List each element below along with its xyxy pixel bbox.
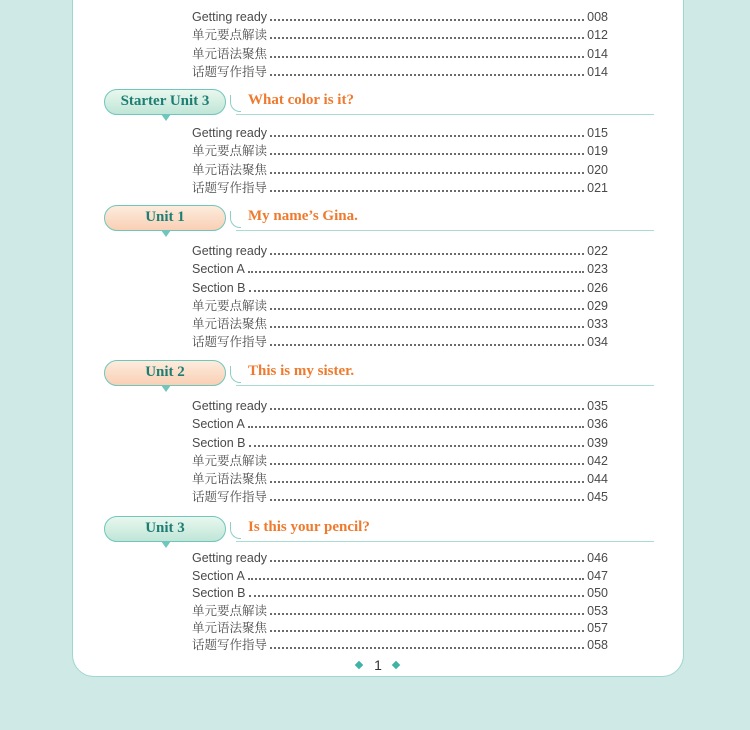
leader-dots	[270, 135, 584, 137]
leader-dots	[249, 445, 585, 447]
toc-entry-label: 单元语法聚焦	[192, 471, 268, 486]
toc-entry[interactable]	[192, 396, 608, 414]
toc-entry-page: 019	[587, 144, 608, 159]
toc-entry-label: Section A	[192, 417, 245, 432]
toc-entry-page: 014	[587, 46, 608, 61]
leader-dots	[270, 499, 584, 501]
unit-tag-label: Unit 3	[145, 520, 185, 536]
toc-entry[interactable]	[192, 469, 608, 487]
unit-title: What color is it?	[248, 92, 354, 108]
pill-tail	[161, 385, 171, 392]
toc-entry-label: Getting ready	[192, 551, 268, 566]
toc-entry-page: 042	[587, 453, 608, 468]
pill-tail	[161, 230, 171, 237]
toc-entry[interactable]	[192, 314, 608, 332]
page-footer	[0, 656, 750, 676]
title-underline	[236, 230, 654, 231]
toc-entry[interactable]	[192, 432, 608, 450]
toc-entry[interactable]	[192, 332, 608, 350]
leader-dots	[270, 647, 584, 649]
toc-entry-page: 022	[587, 244, 608, 259]
toc-entry-label: 单元要点解读	[192, 603, 268, 618]
unit-header	[0, 516, 750, 546]
toc-entry[interactable]	[192, 178, 608, 196]
leader-dots	[270, 56, 584, 58]
toc-entry-page: 036	[587, 417, 608, 432]
toc-entry[interactable]	[192, 296, 608, 314]
toc-entry-page: 029	[587, 298, 608, 313]
toc-entry-page: 050	[587, 586, 608, 601]
leader-dots	[270, 630, 584, 632]
toc-entry-label: 话题写作指导	[192, 335, 268, 350]
toc-entry-label: 单元语法聚焦	[192, 162, 268, 177]
leader-dots	[270, 613, 584, 615]
toc-entry[interactable]	[192, 566, 608, 583]
toc-entry-label: 话题写作指导	[192, 64, 268, 79]
unit-title: My name’s Gina.	[248, 208, 358, 224]
toc-entry-label: 单元语法聚焦	[192, 620, 268, 635]
leader-dots	[248, 426, 584, 428]
toc-entry-page: 057	[587, 620, 608, 635]
unit-header	[0, 205, 750, 235]
unit-title: Is this your pencil?	[248, 519, 370, 535]
leader-dots	[270, 481, 584, 483]
toc-entry[interactable]	[192, 277, 608, 295]
toc-entry-page: 015	[587, 126, 608, 141]
toc-entry[interactable]	[192, 584, 608, 601]
toc-entry-label: 话题写作指导	[192, 180, 268, 195]
hook-decoration	[230, 211, 241, 228]
leader-dots	[270, 308, 584, 310]
toc-entry[interactable]	[192, 487, 608, 505]
toc-entry-page: 008	[587, 10, 608, 25]
title-underline	[236, 541, 654, 542]
toc-entry-label: 单元要点解读	[192, 298, 268, 313]
toc-entry-page: 020	[587, 162, 608, 177]
toc-entry-page: 044	[587, 471, 608, 486]
toc-entries	[192, 549, 608, 653]
title-underline	[236, 385, 654, 386]
toc-entry[interactable]	[192, 451, 608, 469]
toc-entry-label: 单元语法聚焦	[192, 46, 268, 61]
unit-title: This is my sister.	[248, 363, 355, 379]
leader-dots	[248, 578, 584, 580]
leader-dots	[270, 37, 584, 39]
toc-entry-page: 047	[587, 568, 608, 583]
toc-entry-page: 035	[587, 399, 608, 414]
unit-tag[interactable]	[104, 360, 226, 386]
toc-entry-page: 053	[587, 603, 608, 618]
unit-tag[interactable]	[104, 205, 226, 231]
toc-entry-label: 话题写作指导	[192, 490, 268, 505]
leader-dots	[270, 253, 584, 255]
unit-header	[0, 89, 750, 119]
toc-entry[interactable]	[192, 636, 608, 653]
unit-header	[0, 360, 750, 390]
toc-entry-label: Getting ready	[192, 244, 268, 259]
leader-dots	[270, 344, 584, 346]
toc-entry-label: Getting ready	[192, 399, 268, 414]
leader-dots	[270, 326, 584, 328]
diamond-left-icon	[355, 661, 363, 669]
toc-entry-page: 012	[587, 28, 608, 43]
toc-entry[interactable]	[192, 619, 608, 636]
leader-dots	[270, 74, 584, 76]
toc-entry-label: Getting ready	[192, 126, 268, 141]
toc-entry-page: 023	[587, 262, 608, 277]
page-number: 1	[374, 657, 382, 673]
toc-entry-page: 033	[587, 316, 608, 331]
toc-entry[interactable]	[192, 159, 608, 177]
leader-dots	[270, 172, 584, 174]
toc-entry[interactable]	[192, 241, 608, 259]
toc-entry-label: 单元语法聚焦	[192, 316, 268, 331]
leader-dots	[270, 19, 584, 21]
toc-entry[interactable]	[192, 7, 608, 25]
leader-dots	[270, 408, 584, 410]
toc-entry-label: 单元要点解读	[192, 453, 268, 468]
toc-entry-page: 058	[587, 638, 608, 653]
toc-entry-page: 039	[587, 435, 608, 450]
toc-entry-label: Section A	[192, 568, 245, 583]
toc-entry[interactable]	[192, 141, 608, 159]
leader-dots	[249, 595, 585, 597]
unit-tag-label: Starter Unit 3	[120, 93, 210, 109]
hook-decoration	[230, 366, 241, 383]
toc-entry[interactable]	[192, 414, 608, 432]
pill-tail	[161, 114, 171, 121]
toc-entry-label: Section B	[192, 280, 246, 295]
toc-entry-label: Getting ready	[192, 10, 268, 25]
leader-dots	[270, 190, 584, 192]
toc-entry[interactable]	[192, 259, 608, 277]
diamond-right-icon	[392, 661, 400, 669]
toc-entry[interactable]	[192, 601, 608, 618]
leader-dots	[249, 290, 585, 292]
pill-tail	[161, 541, 171, 548]
unit-tag-label: Unit 1	[145, 209, 185, 225]
hook-decoration	[230, 522, 241, 539]
toc-entry[interactable]	[192, 62, 608, 80]
toc-entry[interactable]	[192, 25, 608, 43]
unit-tag[interactable]	[104, 89, 226, 115]
toc-entry-page: 045	[587, 490, 608, 505]
unit-tag[interactable]	[104, 516, 226, 542]
toc-entries	[192, 123, 608, 196]
toc-entry[interactable]	[192, 123, 608, 141]
toc-entry[interactable]	[192, 549, 608, 566]
toc-entry-page: 046	[587, 551, 608, 566]
unit-tag-label: Unit 2	[145, 364, 185, 380]
title-underline	[236, 114, 654, 115]
toc-entries	[192, 241, 608, 350]
toc-entry-label: Section A	[192, 262, 245, 277]
leader-dots	[270, 153, 584, 155]
toc-entry-label: 单元要点解读	[192, 144, 268, 159]
toc-entry[interactable]	[192, 43, 608, 61]
toc-entry-page: 034	[587, 335, 608, 350]
leader-dots	[248, 271, 584, 273]
toc-entries-top	[192, 7, 608, 80]
toc-entry-page: 014	[587, 64, 608, 79]
toc-entry-label: Section B	[192, 586, 246, 601]
toc-entry-label: 单元要点解读	[192, 28, 268, 43]
toc-entry-label: Section B	[192, 435, 246, 450]
toc-entry-label: 话题写作指导	[192, 638, 268, 653]
hook-decoration	[230, 95, 241, 112]
leader-dots	[270, 560, 584, 562]
leader-dots	[270, 463, 584, 465]
toc-entries	[192, 396, 608, 505]
toc-entry-page: 021	[587, 180, 608, 195]
toc-entry-page: 026	[587, 280, 608, 295]
